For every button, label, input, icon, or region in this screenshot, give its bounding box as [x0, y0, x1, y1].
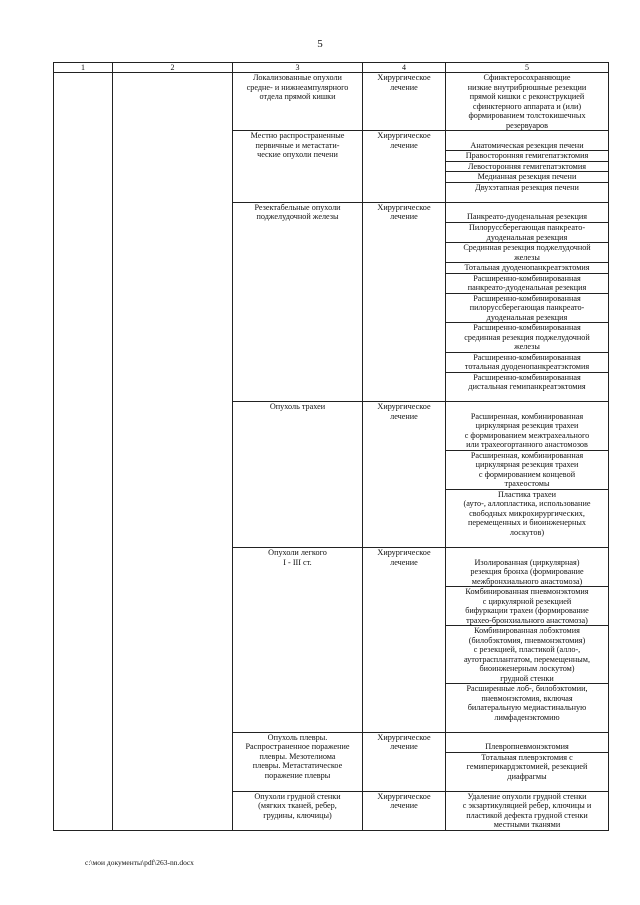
- method-item: Анатомическая резекция печени: [446, 141, 608, 151]
- diagnosis-cell: Опухоли грудной стенки (мягких тканей, ребер, грудины, ключицы): [233, 791, 363, 830]
- method-item: Расширенные лоб-, билобэктомии, пневмонэктомия, включая билатеральную медиастинальную лимфаденэктомию: [466, 684, 588, 722]
- column-number: 3: [233, 63, 363, 73]
- method-item: Расширенно-комбинированная дистальная гемипанкреатэктомия: [468, 372, 586, 392]
- method-item: Изолированная (циркулярная) резекция бронха (формирование межбронхиального анастомоза): [446, 558, 608, 587]
- method-list: [446, 402, 609, 548]
- column-number: 2: [113, 63, 233, 73]
- column-number: 4: [363, 63, 446, 73]
- method-item: Правосторонняя гемигепатэктомия: [446, 151, 608, 162]
- method-item: Расширенно-комбинированная тотальная дуоденопанкреатэктомия: [446, 352, 608, 372]
- treatment-type-cell: Хирургическое лечение: [363, 131, 446, 203]
- column-number: 1: [54, 63, 113, 73]
- diagnosis-cell: Опухоли легкого I - III ст.: [233, 548, 363, 733]
- diagnosis-cell: Опухоль трахеи: [233, 402, 363, 548]
- column-number: 5: [446, 63, 609, 73]
- method-item: Расширенно-комбинированная срединная резекция поджелудочной железы: [446, 323, 608, 353]
- treatment-type-cell: Хирургическое лечение: [363, 548, 446, 733]
- empty-cell-col1: [54, 73, 113, 831]
- method-item: Расширенная, комбинированная циркулярная резекция трахеи с формированием концевой трахеостомы: [446, 450, 608, 489]
- treatment-type-cell: Хирургическое лечение: [363, 202, 446, 401]
- method-item: Панкреато-дуоденальная резекция: [446, 212, 608, 222]
- method-list: [446, 732, 609, 791]
- diagnosis-cell: Резектабельные опухоли поджелудочной железы: [233, 202, 363, 401]
- page-number: 5: [317, 38, 323, 50]
- diagnosis-cell: Местно распространенные первичные и метастати- ческие опухоли печени: [233, 131, 363, 203]
- method-item: Медианная резекция печени: [446, 172, 608, 183]
- method-list: [446, 131, 609, 203]
- treatment-type-cell: Хирургическое лечение: [363, 732, 446, 791]
- method-item: Срединная резекция поджелудочной железы: [446, 243, 608, 263]
- diagnosis-cell: Опухоль плевры. Распространенное поражение плевры. Мезотелиома плевры. Метастатическое поражение плевры: [233, 732, 363, 791]
- method-item: Левосторонняя гемигепатэктомия: [446, 161, 608, 172]
- empty-cell-col2: [113, 73, 233, 831]
- treatment-type-cell: Хирургическое лечение: [363, 791, 446, 830]
- method-cell: Сфинктеросохраняющие низкие внутрибрюшные резекции прямой кишки с реконструкцией сфинктерного аппарата и (или) формированием толстокишечных резервуаров: [446, 73, 609, 131]
- method-item: Пилоруссберегающая панкреато- дуоденальная резекция: [446, 223, 608, 243]
- file-path-footer: c:\мои документы\pdf\263-nn.docx: [85, 858, 194, 867]
- method-item: Комбинированная пневмонэктомия с циркулярной резекцией бифуркации трахеи (формирование трахео-бронхиального анастомоза): [446, 587, 608, 626]
- method-item: Плевропневмонэктомия: [446, 742, 608, 752]
- method-list: [446, 548, 609, 733]
- treatment-type-cell: Хирургическое лечение: [363, 402, 446, 548]
- method-item: Расширенно-комбинированная панкреато-дуоденальная резекция: [446, 273, 608, 293]
- method-item: Пластика трахеи (ауто-, аллопластика, использование свободных микрохирургических, перемещенных и биоинженерных лоскутов): [463, 489, 591, 537]
- diagnosis-cell: Локализованные опухоли средне- и нижнеампулярного отдела прямой кишки: [233, 73, 363, 131]
- treatment-type-cell: Хирургическое лечение: [363, 73, 446, 131]
- method-item: Расширенная, комбинированная циркулярная резекция трахеи с формированием межтрахеального или трахеогортанного анастомозов: [446, 412, 608, 451]
- method-item: Тотальная дуоденопанкреатэктомия: [446, 263, 608, 274]
- method-list: [446, 202, 609, 401]
- table-row: [54, 73, 609, 131]
- method-item: Тотальная плеврэктомия с гемиперикардэктомией, резекцией диафрагмы: [466, 752, 588, 781]
- method-item: Расширенно-комбинированная пилоруссберегающая панкреато- дуоденальная резекция: [446, 293, 608, 323]
- column-number-row: [54, 63, 609, 73]
- method-cell: Удаление опухоли грудной стенки с экзартикуляцией ребер, ключицы и пластикой дефекта грудной стенки местными тканями: [446, 791, 609, 830]
- method-item: Комбинированная лобэктомия (билобэктомия, пневмонэктомия) с резекцией, пластикой (алло-, аутотрасплантатом, перемещенным, биоинженерным лоскутом) грудной стенки: [446, 626, 608, 684]
- method-item: Двухэтапная резекция печени: [475, 182, 579, 192]
- procedures-table: [53, 62, 609, 831]
